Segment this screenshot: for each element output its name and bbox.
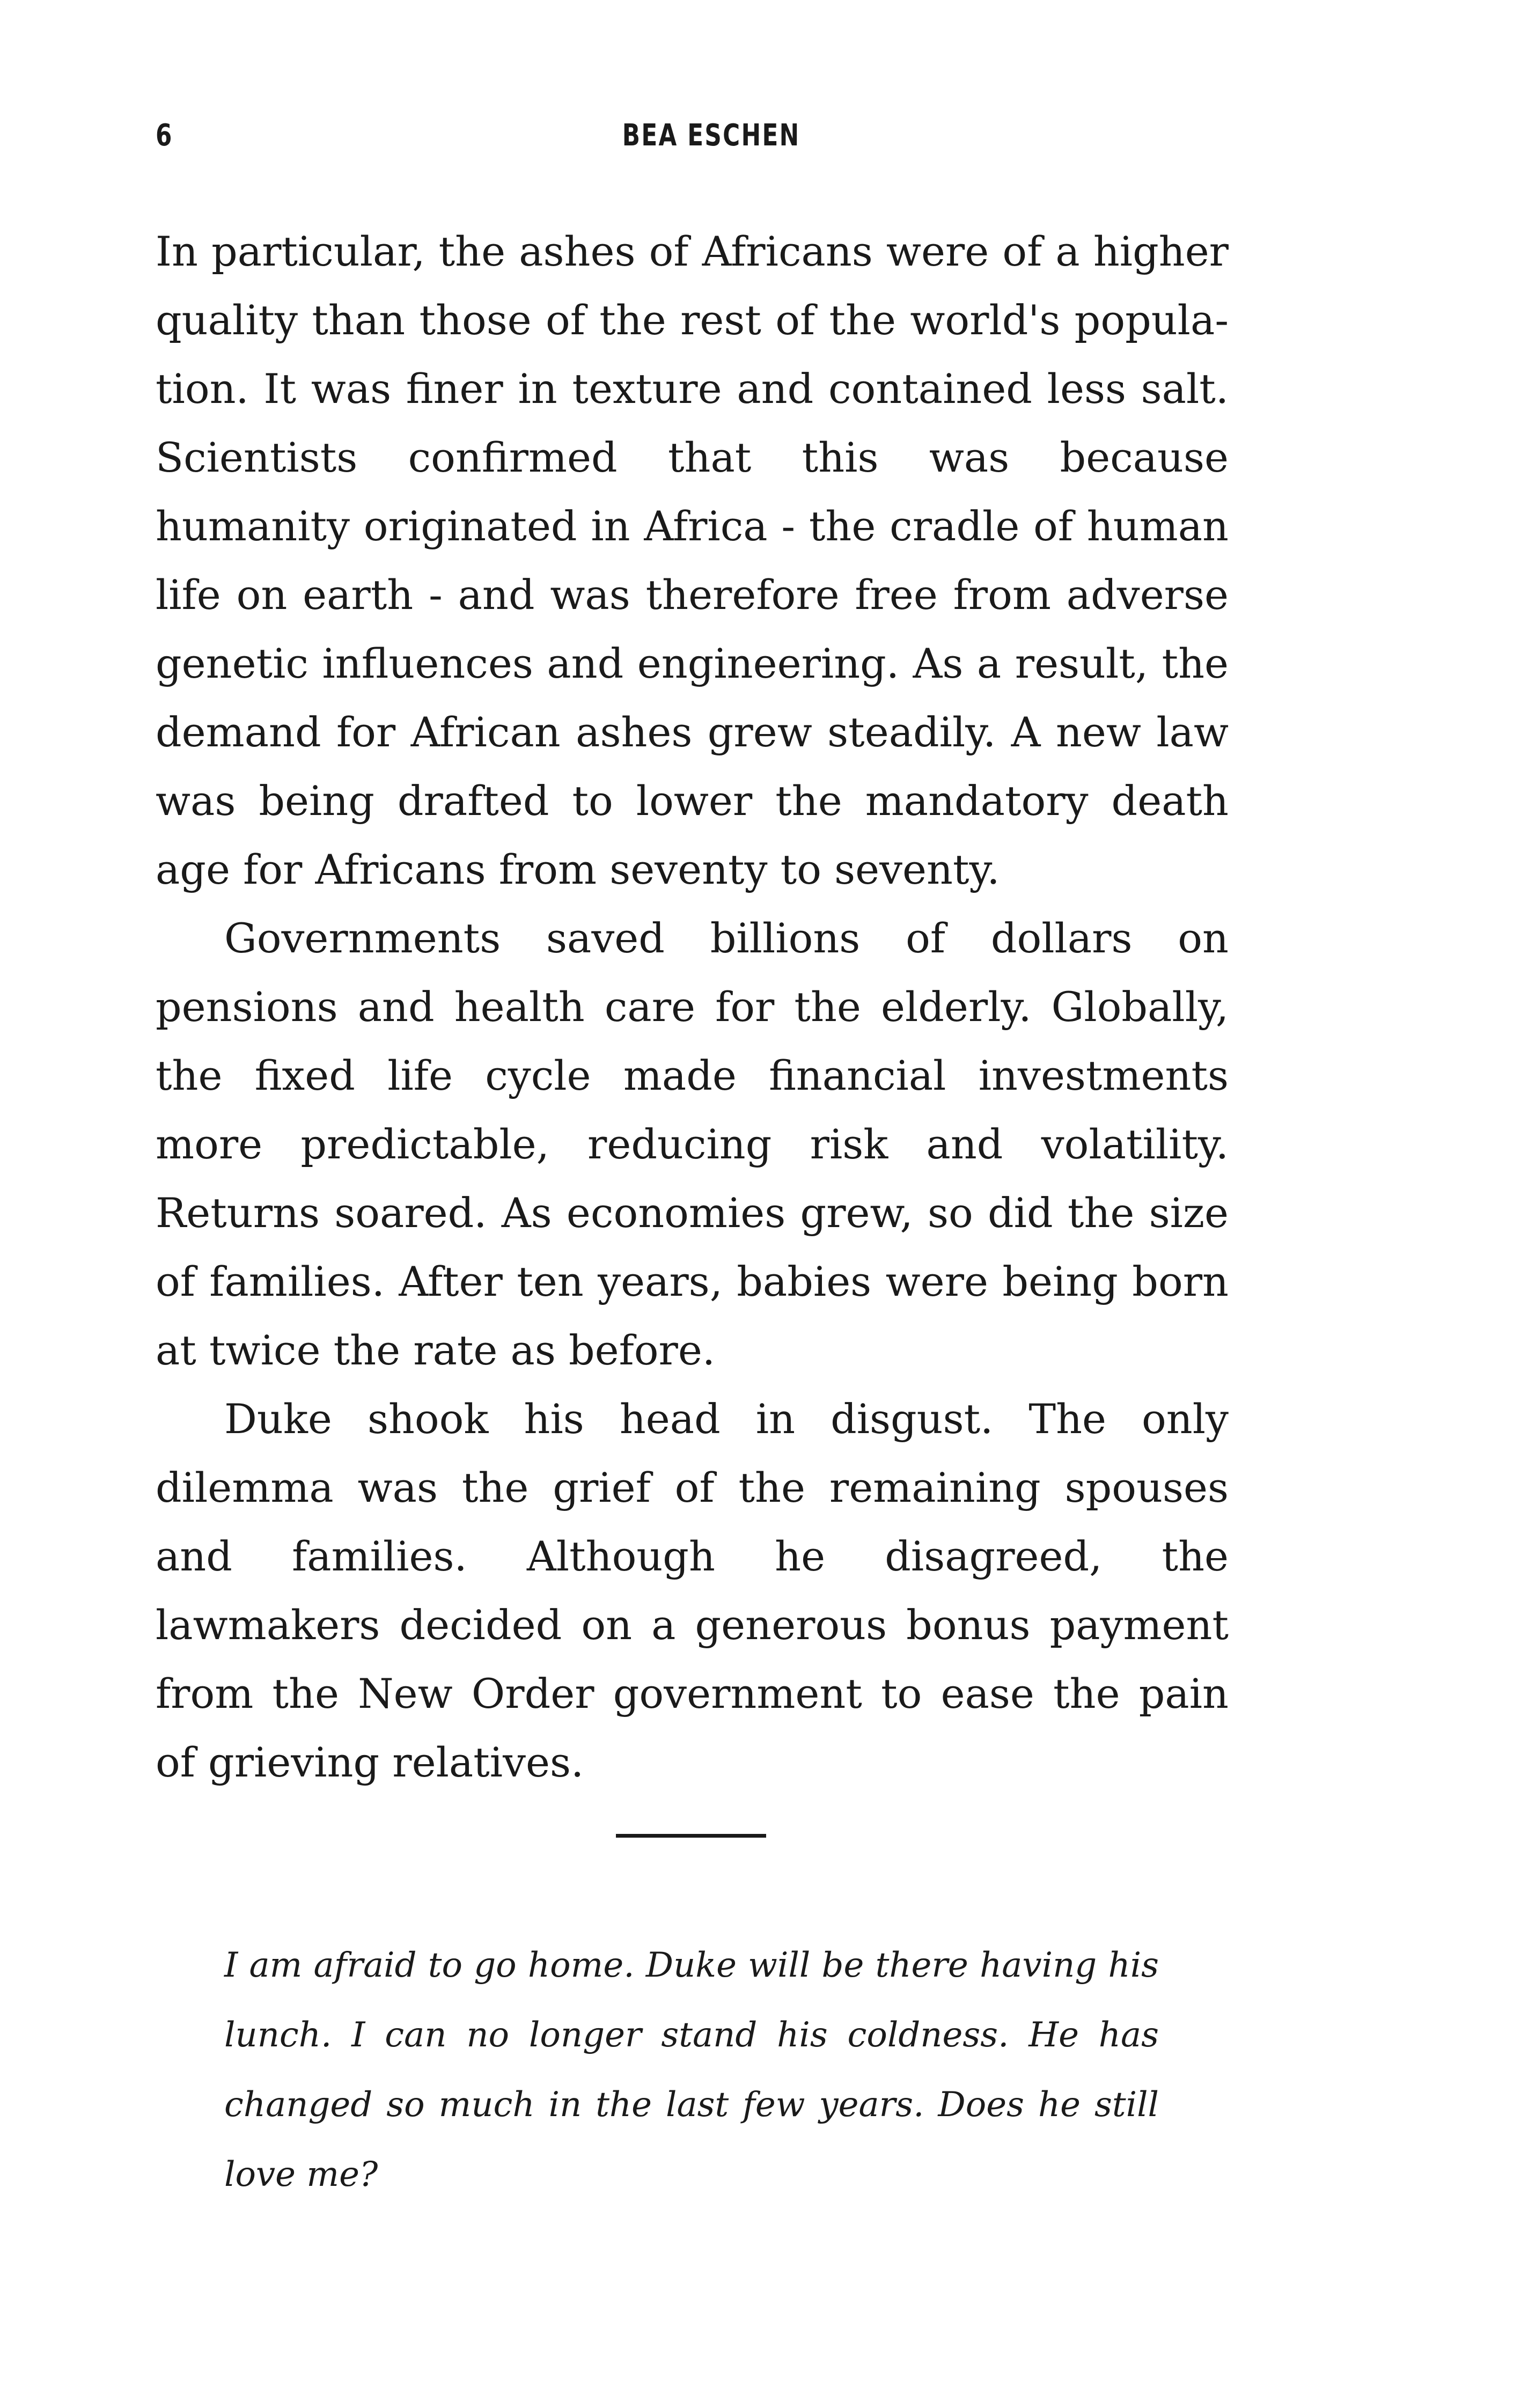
journal-entry: I am afraid to go home. Duke will be there having his lunch. I can no longer stand his coldness. He has changed so much in the last few years. Does he still love me?	[224, 1946, 1159, 2194]
running-head-author: BEA ESCHEN	[622, 118, 800, 153]
paragraph: In particular, the ashes of Africans were of a higher quality than those of the rest of the world's population. It was finer in texture and contained less salt. Scientists confirmed that this was because humanity originated in Africa - the cradle of human life on earth - and was therefore free from adverse genetic influences and engineering. As a result, the demand for African ashes grew steadily. A new law was being drafted to lower the mandatory death age for Africans from seventy to seventy.	[156, 227, 1229, 893]
page-number: 6	[156, 118, 173, 153]
paragraph: Duke shook his head in disgust. The only dilemma was the grief of the remaining spouses and families. Although he disagreed, the lawmakers decided on a generous bonus payment from the New Order government to ease the pain of grieving relatives.	[156, 1395, 1229, 1786]
body-text	[156, 217, 1229, 1797]
paragraph: Governments saved billions of dollars on pensions and health care for the elderly. Globally, the fixed life cycle made financial investments more predictable, reducing risk and volatility. Returns soared. As economies grew, so did the size of families. After ten years, babies were being born at twice the rate as before.	[156, 914, 1229, 1374]
page-header	[156, 118, 993, 166]
section-break-rule	[616, 1834, 766, 1838]
